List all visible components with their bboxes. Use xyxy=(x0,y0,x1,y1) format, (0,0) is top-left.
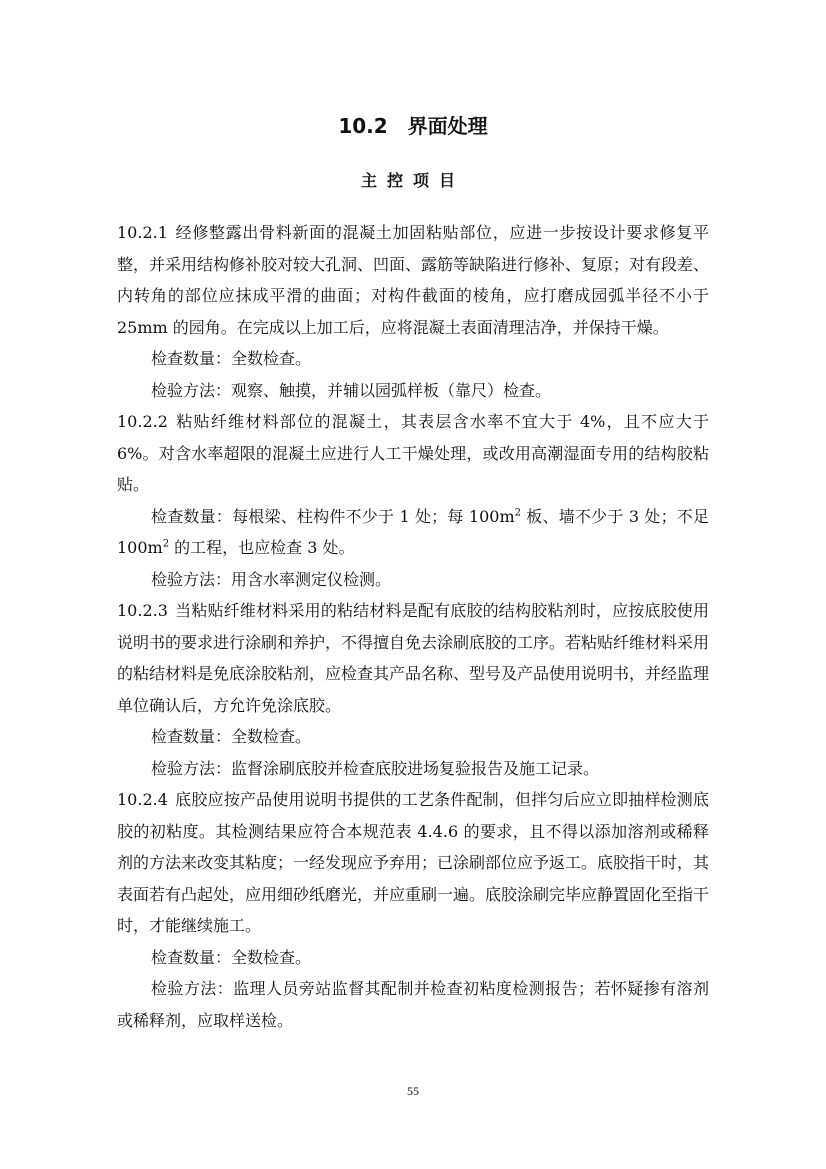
clause-10-2-1 xyxy=(117,217,709,343)
page-number: 55 xyxy=(407,1084,419,1098)
clause-10-2-2 xyxy=(117,406,709,501)
inspection-method: 检验方法：监理人员旁站监督其配制并检查初粘度检测报告；若怀疑掺有溶剂或稀释剂，应取样送检。 xyxy=(117,979,709,1030)
clause-number: 10.2.4 xyxy=(117,790,168,809)
section-title: 10.2 界面处理 xyxy=(338,114,488,138)
inspection-method: 检验方法：监督涂刷底胶并检查底胶进场复验报告及施工记录。 xyxy=(151,758,600,778)
superscript-2: 2 xyxy=(162,538,170,550)
clause-text: 当粘贴纤维材料采用的粘结材料是配有底胶的结构胶粘剂时，应按底胶使用说明书的要求进行涂刷和养护，不得擅自免去涂刷底胶的工序。若粘贴纤维材料采用的粘结材料是免底涂胶粘剂，应检查其产品名称、型号及产品使用说明书，并经监理单位确认后，方允许免涂底胶。 xyxy=(117,601,710,715)
clause-10-2-3 xyxy=(117,595,709,721)
clause-text: 粘贴纤维材料部位的混凝土，其表层含水率不宜大于 4%，且不应大于 6%。对含水率超限的混凝土应进行人工干燥处理，或改用高潮湿面专用的结构胶粘贴。 xyxy=(117,412,709,494)
clause-text: 底胶应按产品使用说明书提供的工艺条件配制，但拌匀后应立即抽样检测底胶的初粘度。其检测结果应符合本规范表 4.4.6 的要求，且不得以添加溶剂或稀释剂的方法来改变其粘度；一经发现应予弃用；已涂刷部位应予返工。底胶指干时，其表面若有凸起处，应用细砂纸磨光，并应重刷一遍。底胶涂刷完毕应静置固化至指干时，才能继续施工。 xyxy=(117,790,710,935)
clause-number: 10.2.1 xyxy=(117,223,168,242)
clause-text: 经修整露出骨料新面的混凝土加固粘贴部位，应进一步按设计要求修复平整，并采用结构修补胶对较大孔洞、凹面、露筋等缺陷进行修补、复原；对有段差、内转角的部位应抹成平滑的曲面；对构件截面的棱角，应打磨成园弧半径不小于 25mm 的园角。在完成以上加工后，应将混凝土表面清理洁净，并保持干燥。 xyxy=(117,223,710,337)
superscript-2: 2 xyxy=(514,507,521,519)
clause-number: 10.2.2 xyxy=(117,412,168,431)
inspection-method: 检验方法：观察、触摸，并辅以园弧样板（靠尺）检查。 xyxy=(151,380,552,400)
quantity-part-b: 板、墙不少于 3 处；不足 100m xyxy=(117,506,709,557)
quantity-part-c: 的工程，也应检查 3 处。 xyxy=(169,538,355,557)
inspection-quantity: 检查数量：全数检查。 xyxy=(151,947,312,967)
document-body xyxy=(117,217,709,1036)
inspection-quantity: 检查数量：全数检查。 xyxy=(151,727,312,746)
clause-number: 10.2.3 xyxy=(117,601,168,620)
inspection-quantity xyxy=(117,501,709,564)
clause-10-2-4 xyxy=(117,784,709,942)
inspection-method: 检验方法：用含水率测定仪检测。 xyxy=(151,569,392,589)
quantity-part-a: 检查数量：每根梁、柱构件不少于 1 处；每 100m xyxy=(151,506,515,526)
subsection-title: 主控项目 xyxy=(360,171,465,190)
inspection-quantity: 检查数量：全数检查。 xyxy=(151,349,312,368)
